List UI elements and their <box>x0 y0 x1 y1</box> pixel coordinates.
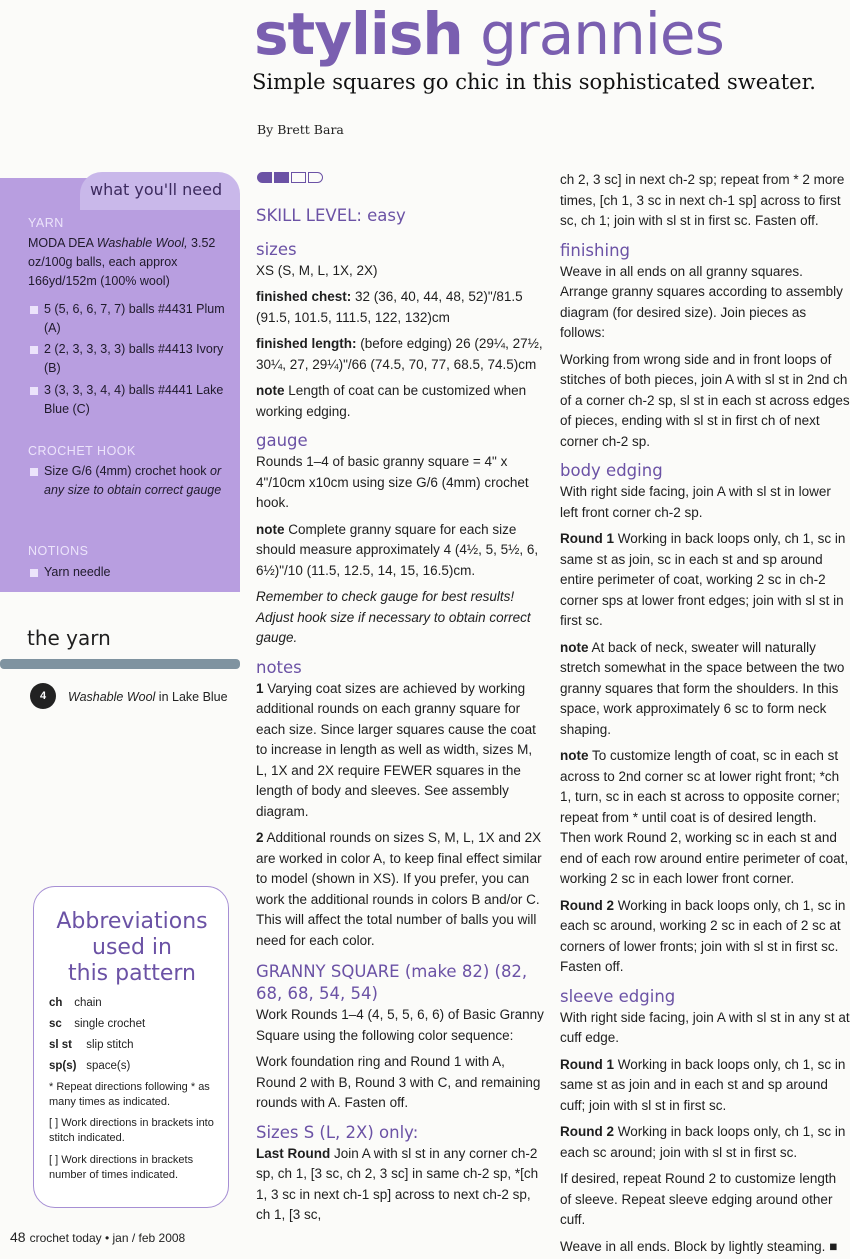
gauge-note: note Complete granny square for each size should measure approximately 4 (4½, 5, 5½, 6, 6½)"/10 (11.5, 12.5, 14, 15, 16.5)cm. <box>256 521 539 578</box>
sleeve-repeat: If desired, repeat Round 2 to customize length of sleeve. Repeat sleeve edging around other cuff. <box>560 1171 837 1227</box>
notes-heading: notes <box>256 657 302 677</box>
continued-text: ch 2, 3 sc] in next ch-2 sp; repeat from * 2 more times, [ch 1, 3 sc in next ch-1 sp] across to first sc, ch 1; join with sl st in first sc. Fasten off. <box>560 172 845 228</box>
finishing-heading: finishing <box>560 240 631 260</box>
finished-length: finished length: (before edging) 26 (29¼, 27½, 30¼, 27, 29¼)"/66 (74.5, 70, 77, 68.5, 74.5)cm <box>256 336 543 372</box>
yarn-description: MODA DEA Washable Wool, 3.52 oz/100g balls, each approx 166yd/152m (100% wool) <box>28 236 216 288</box>
granny-square-colors: Work foundation ring and Round 1 with A, Round 2 with B, Round 3 with C, and remaining rounds with A. Fasten off. <box>256 1054 541 1110</box>
abbreviation-row: ch chain <box>49 997 102 1009</box>
abbreviation-note: * Repeat directions following * as many times as indicated. <box>49 1081 210 1108</box>
gauge-text: Rounds 1–4 of basic granny square = 4" x 4"/10cm x10cm using size G/6 (4mm) crochet hook. <box>256 454 529 510</box>
abbreviation-note: [ ] Work directions in brackets into stitch indicated. <box>49 1117 214 1144</box>
what-you-need-panel <box>0 178 240 592</box>
abbreviations-box <box>33 886 229 1208</box>
granny-square-heading: GRANNY SQUARE (make 82) (82, 68, 68, 54, 54) <box>256 962 528 1003</box>
granny-square-text: Work Rounds 1–4 (4, 5, 5, 6, 6) of Basic Granny Square using the following color sequence: <box>256 1007 544 1043</box>
instructions-column-1 <box>256 206 546 1232</box>
sizes-s-heading: Sizes S (L, 2X) only: <box>256 1122 419 1142</box>
abbreviation-row: sp(s) space(s) <box>49 1060 131 1072</box>
finishing-join: Working from wrong side and in front loops of stitches of both pieces, join A with sl st in 2nd ch of a corner ch-2 sp, sl st in each st across edges of pieces, ending with sl st in first ch of next corner ch-2 sp. <box>560 351 850 449</box>
note-2: 2 Additional rounds on sizes S, M, L, 1X and 2X are worked in color A, to keep final effect similar to model (shown in XS). If you prefer, you can work the additional rounds in colors B and/or C. This will affect the total number of balls you will need for each color. <box>256 830 542 948</box>
length-customize-note: note To customize length of coat, sc in each st across to 2nd corner sc at lower right front; *ch 1, turn, sc in each st across to opposite corner; repeat from * until coat is of desired length. Then work Round 2, working sc in each st and end of each row around entire perimeter of coat, working 2 sc in each lower front corner. <box>560 748 849 886</box>
weave-ends: Weave in all ends. Block by lightly steaming. ■ <box>560 1238 838 1254</box>
notions-item: Yarn needle <box>30 563 235 582</box>
skill-level: SKILL LEVEL: easy <box>256 206 406 225</box>
instructions-column-2 <box>560 170 850 1259</box>
notions-label: NOTIONS <box>28 544 89 558</box>
abbreviation-note: [ ] Work directions in brackets number of times indicated. <box>49 1154 194 1181</box>
body-edging-heading: body edging <box>560 461 663 480</box>
sleeve-round-2: Round 2 Working in back loops only, ch 1, sc in each sc around; join with sl st in first sc. <box>560 1124 846 1160</box>
sleeve-edging-text: With right side facing, join A with sl st in any st at cuff edge. <box>560 1009 850 1045</box>
abbreviation-row: sl st slip stitch <box>49 1039 134 1051</box>
yarn-item: 5 (5, 6, 6, 7, 7) balls #4431 Plum (A) <box>30 300 235 338</box>
crochet-hook-label: CROCHET HOOK <box>28 444 136 458</box>
gauge-heading: gauge <box>256 431 308 450</box>
finished-chest: finished chest: 32 (36, 40, 44, 48, 52)"/81.5 (91.5, 101.5, 111.5, 122, 132)cm <box>256 289 523 325</box>
length-note: note Length of coat can be customized when working edging. <box>256 383 527 419</box>
body-round-2: Round 2 Working in back loops only, ch 1, sc in each sc around, working 2 sc in each of 2 sc at corners of lower fronts; join with sl st in first sc. Fasten off. <box>560 897 846 974</box>
yarn-item: 2 (2, 3, 3, 3, 3) balls #4413 Ivory (B) <box>30 340 235 378</box>
gauge-reminder: Remember to check gauge for best results! Adjust hook size if necessary to obtain correct gauge. <box>256 589 531 645</box>
yarn-swatch <box>0 659 240 669</box>
finishing-text: Weave in all ends on all granny squares. Arrange granny squares according to assembly diagram (for desired size). Join pieces as follows: <box>560 263 843 340</box>
page-footer: 48 crochet today • jan / feb 2008 <box>10 1229 186 1245</box>
abbreviations-title: Abbreviations used in this pattern <box>56 909 208 986</box>
byline: By Brett Bara <box>257 122 344 137</box>
article-subtitle: Simple squares go chic in this sophisticated sweater. <box>252 70 816 94</box>
body-edging-text: With right side facing, join A with sl st in lower left front corner ch-2 sp. <box>560 484 831 520</box>
the-yarn-heading: the yarn <box>27 626 111 650</box>
sleeve-round-1: Round 1 Working in back loops only, ch 1, sc in same st as join and in each st and sp around cuff; join with sl st in first sc. <box>560 1056 846 1113</box>
last-round: Last Round Join A with sl st in any corner ch-2 sp, ch 1, [3 sc, ch 2, 3 sc] in same ch-2 sp, *[ch 1, 3 sc in next ch-1 sp] across to next ch-2 sp, ch 1, [3 sc, <box>256 1145 539 1222</box>
skill-level-icon <box>257 172 325 183</box>
sizes-text: XS (S, M, L, 1X, 2X) <box>256 262 378 278</box>
sleeve-edging-heading: sleeve edging <box>560 986 676 1006</box>
neck-note: note At back of neck, sweater will naturally stretch somewhat in the space between the two granny squares that form the shoulders. In this space, work approximately 6 sc to form neck shaping. <box>560 639 845 737</box>
yarn-weight-icon: 4 <box>30 683 56 709</box>
body-round-1: Round 1 Working in back loops only, ch 1, sc in same st as join, sc in each st and sp around entire perimeter of coat, working 2 sc in ch-2 corner sps at lower front edges; join with sl st in first sc. <box>560 531 846 628</box>
what-you-need-heading: what you'll need <box>80 172 240 210</box>
note-1: 1 Varying coat sizes are achieved by working additional rounds on each granny square for each size. Since larger squares cause the coat to increase in length as well as width, sizes M, L, 1X and 2X require FEWER squares in the length of body and sleeves. See assembly diagram. <box>256 680 536 819</box>
abbreviation-row: sc single crochet <box>49 1018 146 1030</box>
article-title: stylish grannies <box>254 0 724 68</box>
yarn-item: 3 (3, 3, 3, 4, 4) balls #4441 Lake Blue (C) <box>30 381 235 419</box>
hook-item: Size G/6 (4mm) crochet hook or any size to obtain correct gauge <box>30 462 235 500</box>
yarn-name: Washable Wool in Lake Blue <box>68 690 228 704</box>
yarn-label: YARN <box>28 216 64 230</box>
sizes-heading: sizes <box>256 239 297 259</box>
